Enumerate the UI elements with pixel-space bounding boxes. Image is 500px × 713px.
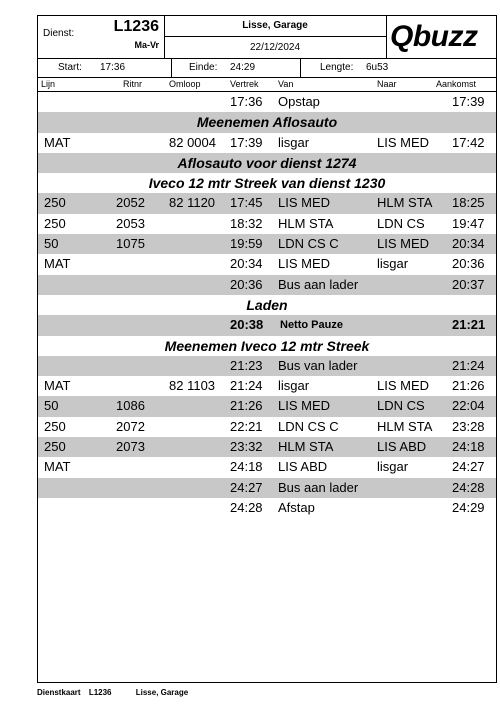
location-date-cell (164, 16, 387, 58)
cell-vertrek: 20:36 (230, 276, 263, 292)
cell-naar: HLM STA (377, 195, 433, 211)
cell-naar: LIS MED (377, 236, 430, 252)
times-bar (38, 58, 496, 78)
cell-van: HLM STA (278, 439, 334, 455)
cell-lijn: 50 (44, 236, 59, 252)
cell-aankomst: 24:29 (452, 499, 485, 515)
col-aankomst: Aankomst (436, 79, 477, 89)
divider (300, 58, 301, 77)
start-value: 17:36 (100, 62, 126, 73)
rit-row (38, 478, 496, 498)
cell-van: Opstap (278, 94, 320, 109)
cell-aankomst: 21:26 (452, 378, 485, 394)
start-label: Start: (58, 62, 82, 73)
footer-location: Lisse, Garage (135, 688, 189, 697)
lengte-label: Lengte: (320, 62, 354, 73)
cell-vertrek: 17:39 (230, 134, 263, 150)
cell-lijn: 250 (44, 195, 66, 211)
cell-vertrek: 18:32 (230, 215, 263, 231)
pauze-row (38, 315, 496, 335)
cell-naar: lisgar (377, 459, 409, 475)
footer (37, 688, 210, 697)
cell-aankomst: 24:18 (452, 439, 485, 455)
cell-van: LDN CS C (278, 418, 339, 434)
cell-vertrek: 22:21 (230, 418, 263, 434)
qbuzz-logo: Qbuzz (390, 20, 478, 53)
cell-van: Bus van lader (278, 357, 358, 373)
dienst-cell (38, 16, 165, 58)
cell-vertrek: 20:34 (230, 256, 263, 272)
rit-row (38, 417, 496, 437)
pauze-label: Netto Pauze (280, 319, 343, 332)
dienstkaart-frame (37, 15, 497, 683)
cell-aankomst: 24:27 (452, 459, 485, 475)
cell-aankomst: 18:25 (452, 195, 485, 211)
rit-row (38, 437, 496, 457)
cell-aankomst: 23:28 (452, 418, 485, 434)
rit-row (38, 234, 496, 254)
cell-naar: LDN CS (377, 215, 425, 231)
dagen: Ma-Vr (134, 40, 159, 50)
cell-aankomst: 20:37 (452, 276, 485, 292)
einde-label: Einde: (189, 62, 218, 73)
cell-vertrek: 21:26 (230, 398, 263, 414)
cell-vertrek: 21:24 (230, 378, 263, 394)
cell-vertrek: 24:18 (230, 459, 263, 475)
date: 22/12/2024 (249, 42, 301, 53)
cell-vertrek: 23:32 (230, 439, 263, 455)
section-title-row (38, 153, 496, 173)
einde-value: 24:29 (230, 62, 256, 73)
dienst-number: L1236 (113, 18, 159, 35)
cell-ritnr: 1086 (116, 398, 145, 414)
cell-omloop: 82 1120 (169, 195, 216, 211)
cell-vertrek: 24:28 (230, 499, 263, 515)
cell-van: LIS ABD (278, 459, 328, 475)
cell-vertrek: 17:45 (230, 195, 263, 211)
cell-van: HLM STA (278, 215, 334, 231)
dienst-label: Dienst: (43, 28, 75, 39)
cell-vertrek: 19:59 (230, 236, 263, 252)
cell-van: Afstap (278, 499, 315, 515)
cell-aankomst: 20:34 (452, 236, 485, 252)
col-ritnr: Ritnr (123, 79, 143, 89)
location: Lisse, Garage (164, 16, 386, 37)
rit-row (38, 275, 496, 295)
section-title: Iveco 12 mtr Streek van dienst 1230 (148, 175, 386, 192)
cell-van: LIS MED (278, 256, 331, 272)
cell-van: LIS MED (278, 398, 331, 414)
cell-aankomst: 22:04 (452, 398, 485, 414)
rit-row (38, 396, 496, 416)
cell-van: lisgar (278, 134, 310, 150)
cell-aankomst: 20:36 (452, 256, 485, 272)
cell-naar: LDN CS (377, 398, 425, 414)
header (38, 16, 496, 59)
section-title-row (38, 173, 496, 193)
cell-ritnr: 2073 (116, 439, 145, 455)
cell-naar: LIS ABD (377, 439, 427, 455)
section-title: Meenemen Aflosauto (196, 114, 338, 131)
cell-omloop: 82 1103 (169, 378, 216, 394)
cell-naar: LIS MED (377, 134, 430, 150)
section-title-row (38, 336, 496, 356)
cell-ritnr: 2053 (116, 215, 145, 231)
section-title: Meenemen Iveco 12 mtr Streek (164, 337, 370, 354)
cell-ritnr: 2072 (116, 418, 145, 434)
cell-ritnr: 1075 (116, 236, 145, 252)
cell-aankomst: 17:39 (452, 94, 485, 109)
rit-table (38, 92, 496, 518)
rit-row (38, 457, 496, 477)
cell-aankomst: 24:28 (452, 479, 485, 495)
cell-vertrek: 21:23 (230, 357, 263, 373)
cell-ritnr: 2052 (116, 195, 145, 211)
cell-vertrek: 17:36 (230, 94, 263, 109)
section-title-row (38, 295, 496, 315)
cell-van: Bus aan lader (278, 276, 359, 292)
cell-lijn: 50 (44, 398, 59, 414)
rit-row (38, 193, 496, 213)
cell-lijn: 250 (44, 215, 66, 231)
cell-lijn: 250 (44, 418, 66, 434)
col-vertrek: Vertrek (230, 79, 259, 89)
pauze-vertrek: 20:38 (230, 317, 264, 333)
col-van: Van (278, 79, 294, 89)
cell-omloop: 82 0004 (169, 134, 216, 150)
cell-aankomst: 19:47 (452, 215, 485, 231)
cell-aankomst: 17:42 (452, 134, 485, 150)
cell-aankomst: 21:24 (452, 357, 485, 373)
cell-lijn: MAT (44, 256, 71, 272)
cell-van: Bus aan lader (278, 479, 359, 495)
rit-row (38, 214, 496, 234)
rit-row (38, 254, 496, 274)
section-title-row (38, 112, 496, 132)
rit-row (38, 376, 496, 396)
section-title: Laden (246, 296, 288, 313)
cell-naar: lisgar (377, 256, 409, 272)
pauze-aankomst: 21:21 (452, 317, 486, 333)
cell-naar: LIS MED (377, 378, 430, 394)
cell-van: lisgar (278, 378, 310, 394)
col-lijn: Lijn (41, 79, 56, 89)
col-omloop: Omloop (169, 79, 201, 89)
rit-row (38, 498, 496, 518)
col-naar: Naar (377, 79, 397, 89)
cell-lijn: 250 (44, 439, 66, 455)
rit-row (38, 133, 496, 153)
cell-lijn: MAT (44, 378, 71, 394)
cell-lijn: MAT (44, 459, 71, 475)
rit-row (38, 356, 496, 376)
cell-van: LIS MED (278, 195, 331, 211)
cell-van: LDN CS C (278, 236, 339, 252)
section-title: Aflosauto voor dienst 1274 (177, 154, 357, 171)
cell-lijn: MAT (44, 134, 71, 150)
lengte-value: 6u53 (366, 62, 389, 73)
rit-row (38, 92, 496, 112)
column-headers (38, 78, 496, 92)
cell-vertrek: 24:27 (230, 479, 263, 495)
footer-dienst: L1236 (88, 688, 112, 697)
divider (171, 58, 172, 77)
footer-label: Dienstkaart (37, 688, 81, 697)
cell-naar: HLM STA (377, 418, 433, 434)
